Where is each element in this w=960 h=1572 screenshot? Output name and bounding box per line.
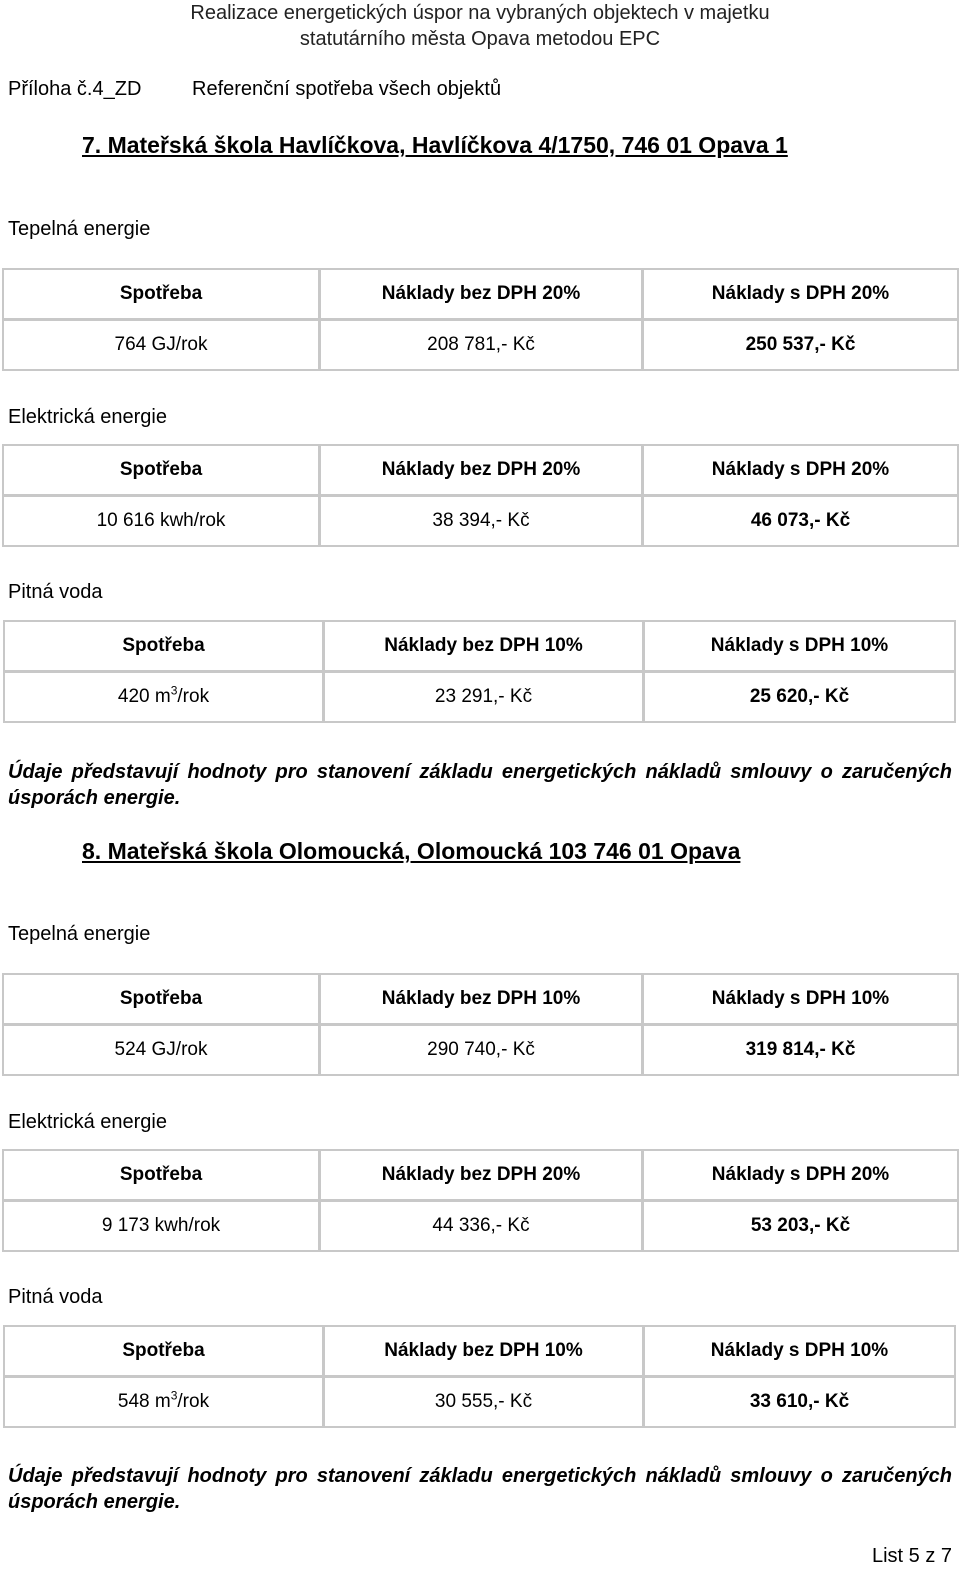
building-8-electric-table <box>2 1149 959 1252</box>
cost-incl-cell: 33 610,- Kč <box>644 1377 956 1428</box>
col-cost-incl-header: Náklady s DPH 10% <box>643 974 959 1025</box>
table-row <box>3 496 959 547</box>
cost-excl-cell: 208 781,- Kč <box>320 320 643 371</box>
building-8-title: 8. Mateřská škola Olomoucká, Olomoucká 103 746 01 Opava <box>82 838 741 864</box>
col-cost-excl-header: Náklady bez DPH 20% <box>320 445 643 496</box>
consumption-unit: /rok <box>177 686 210 707</box>
table-row <box>4 672 956 723</box>
building-7-note: Údaje představují hodnoty pro stanovení základu energetických nákladů smlouvy o zaručených úsporách energie. <box>8 761 952 809</box>
col-cost-excl-header: Náklady bez DPH 10% <box>324 1326 644 1377</box>
building-7-thermal-label: Tepelná energie <box>8 218 151 240</box>
col-cost-excl-header: Náklady bez DPH 10% <box>324 621 644 672</box>
col-cost-incl-header: Náklady s DPH 20% <box>643 1150 959 1201</box>
building-8-water-table <box>3 1325 956 1428</box>
cost-excl-cell: 290 740,- Kč <box>320 1025 643 1076</box>
building-7-water-table <box>3 620 956 723</box>
col-cost-excl-header: Náklady bez DPH 20% <box>320 269 643 320</box>
cost-excl-cell: 23 291,- Kč <box>324 672 644 723</box>
cost-incl-cell: 46 073,- Kč <box>643 496 959 547</box>
cost-incl-cell: 53 203,- Kč <box>643 1201 959 1252</box>
consumption-value: 420 m <box>117 686 171 707</box>
cost-incl-cell: 250 537,- Kč <box>643 320 959 371</box>
col-consumption-header: Spotřeba <box>3 974 320 1025</box>
building-7-electric-label: Elektrická energie <box>8 406 167 428</box>
consumption-cell: 10 616 kwh/rok <box>3 496 320 547</box>
unit-exponent: 3 <box>170 683 178 698</box>
building-7-water-label: Pitná voda <box>8 581 103 603</box>
col-consumption-header: Spotřeba <box>4 621 324 672</box>
unit-exponent: 3 <box>170 1388 178 1403</box>
col-consumption-header: Spotřeba <box>3 269 320 320</box>
page-number: List 5 z 7 <box>871 1545 952 1567</box>
appendix-title: Referenční spotřeba všech objektů <box>192 78 502 100</box>
building-8-thermal-table <box>2 973 959 1076</box>
table-row <box>3 1201 959 1252</box>
consumption-unit: /rok <box>177 1391 210 1412</box>
building-7-thermal-table <box>2 268 959 371</box>
table-header-row <box>3 974 959 1025</box>
project-title-line2: statutárního města Opava metodou EPC <box>299 28 661 50</box>
table-header-row <box>4 1326 956 1377</box>
building-8-thermal-label: Tepelná energie <box>8 923 151 945</box>
consumption-cell <box>4 1377 324 1428</box>
appendix-number: Příloha č.4_ZD <box>8 78 142 100</box>
table-row <box>4 1377 956 1428</box>
cost-excl-cell: 30 555,- Kč <box>324 1377 644 1428</box>
table-row <box>3 320 959 371</box>
col-cost-excl-header: Náklady bez DPH 10% <box>320 974 643 1025</box>
cost-excl-cell: 44 336,- Kč <box>320 1201 643 1252</box>
building-8-note: Údaje představují hodnoty pro stanovení základu energetických nákladů smlouvy o zaručených úsporách energie. <box>8 1465 952 1513</box>
consumption-cell: 524 GJ/rok <box>3 1025 320 1076</box>
col-cost-incl-header: Náklady s DPH 20% <box>643 445 959 496</box>
building-8-water-label: Pitná voda <box>8 1286 103 1308</box>
consumption-cell: 764 GJ/rok <box>3 320 320 371</box>
consumption-cell: 9 173 kwh/rok <box>3 1201 320 1252</box>
table-header-row <box>4 621 956 672</box>
col-consumption-header: Spotřeba <box>4 1326 324 1377</box>
consumption-cell <box>4 672 324 723</box>
table-header-row <box>3 445 959 496</box>
col-consumption-header: Spotřeba <box>3 1150 320 1201</box>
col-cost-excl-header: Náklady bez DPH 20% <box>320 1150 643 1201</box>
col-cost-incl-header: Náklady s DPH 20% <box>643 269 959 320</box>
col-cost-incl-header: Náklady s DPH 10% <box>644 621 956 672</box>
table-header-row <box>3 1150 959 1201</box>
cost-incl-cell: 25 620,- Kč <box>644 672 956 723</box>
consumption-value: 548 m <box>117 1391 171 1412</box>
building-8-electric-label: Elektrická energie <box>8 1111 167 1133</box>
cost-excl-cell: 38 394,- Kč <box>320 496 643 547</box>
building-7-title: 7. Mateřská škola Havlíčkova, Havlíčkova 4/1750, 746 01 Opava 1 <box>82 132 788 158</box>
project-title-line1: Realizace energetických úspor na vybraných objektech v majetku <box>190 2 770 24</box>
col-consumption-header: Spotřeba <box>3 445 320 496</box>
col-cost-incl-header: Náklady s DPH 10% <box>644 1326 956 1377</box>
table-row <box>3 1025 959 1076</box>
table-header-row <box>3 269 959 320</box>
cost-incl-cell: 319 814,- Kč <box>643 1025 959 1076</box>
building-7-electric-table <box>2 444 959 547</box>
